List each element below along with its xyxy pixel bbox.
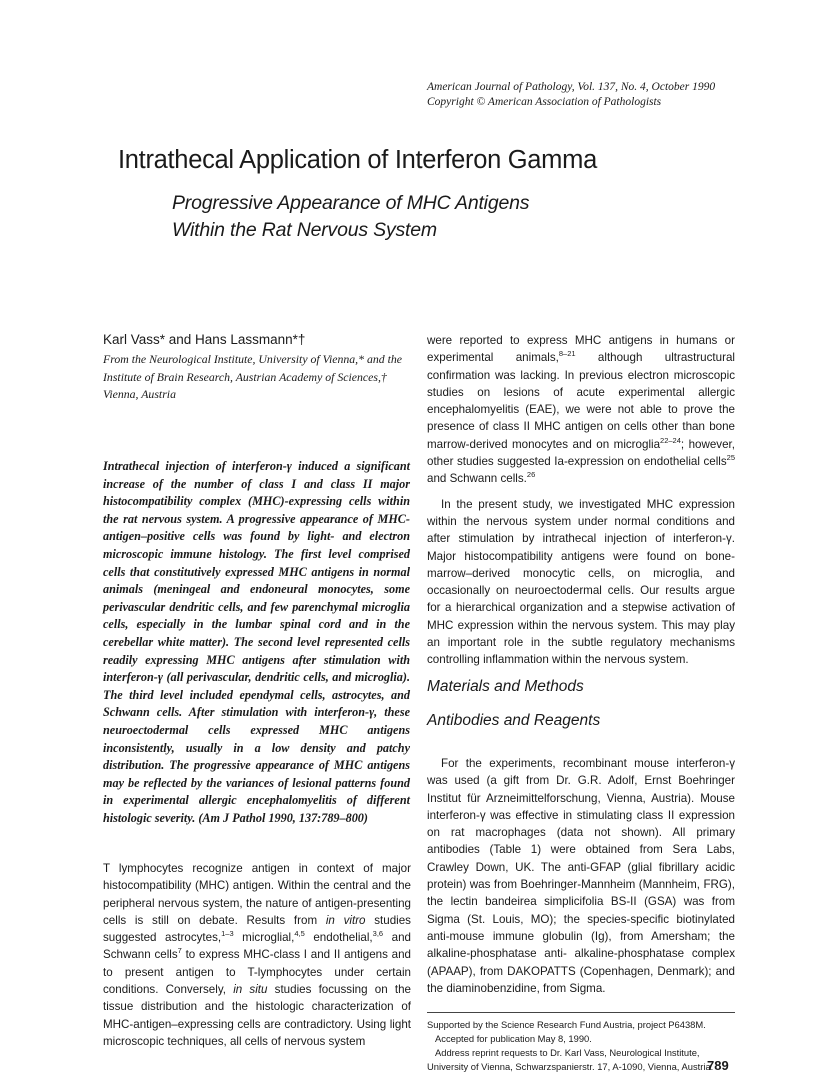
footnotes — [427, 1018, 735, 1074]
section-heading: Materials and Methods — [427, 678, 584, 695]
citation-ref: 1–3 — [221, 929, 234, 939]
footnote-divider — [427, 1012, 735, 1013]
intro-paragraph: T lymphocytes recognize antigen in context of major histocompatibility (MHC) antigen. Within the central and the peripheral nervous system, the nature of antigen-presenting cells is still on debate. Results from in vitro studies suggested astrocytes,$^{1-3}$ microglial,$^{4,5}$ endothelial,$^{3,6}$ and Schwann cells$^7$ to express MHC-class I and II antigens and to present antigen to T-lymphocytes under certain conditions. Conversely, in situ studies focussing on the tissue distribution and the histologic characterization of MHC-antigen–expressing cells are contradictory. Using light microscopic techniques, all cells of nervous system — [103, 862, 412, 1048]
introduction-text — [103, 860, 411, 1050]
citation-ref: 25 — [726, 453, 735, 463]
acceptance-note: Accepted for publication May 8, 1990. — [435, 1033, 592, 1044]
citation-ref: 3,6 — [372, 929, 384, 939]
body-paragraph: were reported to express MHC antigens in humans or experimental animals,$^{8-21}$ although ultrastructural confirmation was lacking. In previous electron microscopic studies on lesions of acute experimental allergic encephalomyelitis (EAE), we were not able to prove the presence of class II MHC antigen on cells other than bone marrow-derived monocytes and on microglia$^{22-24}$; however, other studies suggested Ia-expression on endothelial cells$^{25}$ and Schwann cells.$^{26}$ — [427, 334, 735, 486]
citation-ref: 22–24 — [660, 435, 681, 445]
author-affiliation: From the Neurological Institute, University of Vienna,* and the Institute of Brain Research, Austrian Academy of Sciences,† Vienna, Austria — [103, 352, 403, 401]
article-title: Intrathecal Application of Interferon Gamma — [118, 146, 597, 174]
author-list: Karl Vass* and Hans Lassmann*† — [103, 332, 306, 347]
funding-note: Supported by the Science Research Fund Austria, project P6438M. — [427, 1019, 706, 1030]
journal-header — [427, 80, 727, 110]
abstract: Intrathecal injection of interferon-γ induced a significant increase of the number of class I and class II major histocompatibility complex (MHC)-expressing cells within the rat nervous system. A progressive appearance of MHC-antigen–positive cells was found by light- and electron microscopic immune histology. The first level comprised cells that constitutively expressed MHC antigens in normal animals (meningeal and endoneural monocytes, some perivascular dendritic cells, and few parenchymal microglia cells, especially in the lumbar spinal cord and in the cerebellar white matter). The second level represented cells readily expressing MHC antigens after stimulation with interferon-γ (all perivascular, dendritic cells, and microglia). The third level included ependymal cells, astrocytes, and Schwann cells. After stimulation with interferon-γ, these neuroectodermal cells expressed MHC antigens inconsistently, usually in a low density and patchy distribution. The progressive appearance of MHC antigens may be reflected by the variances of lesional patterns found in experimental allergic encephalomyelitis of different histologic severity. (Am J Pathol 1990, 137:789–800) — [103, 459, 410, 825]
subsection-heading: Antibodies and Reagents — [427, 712, 601, 729]
citation-ref: 8–21 — [558, 349, 576, 359]
copyright-line: Copyright © American Association of Pathologists — [427, 96, 662, 108]
citation-ref: 4,5 — [294, 929, 305, 939]
subtitle-line-1: Progressive Appearance of MHC Antigens — [172, 192, 530, 214]
body-paragraph: For the experiments, recombinant mouse interferon-γ was used (a gift from Dr. G.R. Adolf, Ernst Boehringer Institut für Arzneimittelforschung, Vienna, Austria). Mouse interferon-γ was effective in stimulating class II expression on rat macrophages (data not shown). All primary antibodies (Table 1) were obtained from Sera Labs, Crawley Down, UK. The anti-GFAP (glial fibrillary acidic protein) was from Boehringer-Mannheim (Mannheim, FRG), the lectin bandeirea simplicifolia BS-II (GSA) was from Sigma (St. Louis, MO); the species-specific biotinylated anti-mouse immune globulin (Ig), from Amersham; the alkaline-phosphatase anti- alkaline-phosphatase complex (APAAP), from DAKOPATTS (Copenhagen, Denmark); and the diaminobenzidine, from Sigma. — [427, 757, 735, 995]
methods-text — [427, 755, 735, 997]
intro-continuation — [427, 332, 735, 669]
article-subtitle — [172, 190, 732, 244]
citation-ref: 26 — [526, 470, 536, 480]
journal-citation: American Journal of Pathology, Vol. 137, No. 4, October 1990 — [427, 81, 716, 93]
citation-ref: 7 — [177, 946, 182, 956]
page-number: 789 — [707, 1058, 729, 1073]
body-paragraph: In the present study, we investigated MHC expression within the nervous system under normal conditions and after stimulation by intrathecal injection of interferon-γ. Major histocompatibility antigens were found on bone-marrow–derived monocytic cells, on microglia, and occasionally on neuroectodermal cells. Our results argue for a hierarchical organization and a stepwise activation of MHC expression within the nervous system. This may play an important role in the subtle regulatory mechanisms controlling inflammation within the nervous system. — [427, 497, 735, 667]
reprint-note: Address reprint requests to Dr. Karl Vass, Neurological Institute, University of Vienna, Schwarzspanierstr. 17, A-1090, Vienna, Austria. — [427, 1047, 714, 1072]
subtitle-line-2: Within the Rat Nervous System — [172, 219, 437, 241]
